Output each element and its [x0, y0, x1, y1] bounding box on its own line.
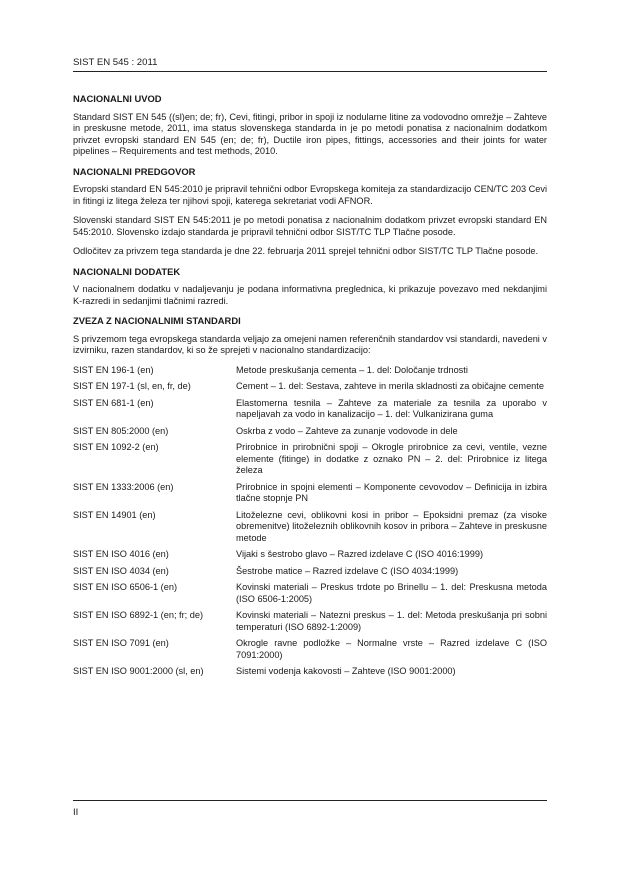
- reference-title: Sistemi vodenja kakovosti – Zahteve (ISO 9001:2000): [236, 666, 456, 676]
- reference-code: SIST EN 196-1 (en): [73, 364, 154, 375]
- reference-row: [73, 482, 547, 505]
- reference-title: Vijaki s šestrobo glavo – Razred izdelave C (ISO 4016:1999): [236, 549, 484, 559]
- reference-code: SIST EN ISO 4016 (en): [73, 549, 169, 559]
- section-heading: ZVEZA Z NACIONALNIMI STANDARDI: [73, 315, 241, 326]
- reference-title: Kovinski materiali – Preskus trdote po Brinellu – 1. del: Preskusna metoda (ISO 6506-1:2005): [236, 582, 547, 604]
- paragraph: V nacionalnem dodatku v nadaljevanju je podana informativna preglednica, ki prikazuje povezavo med nekdanjimi K-razredi in sedanjimi tlačnimi razredi.: [73, 284, 547, 306]
- reference-title: Prirobnice in prirobnični spoji – Okrogle prirobnice za cevi, ventile, vezne elemente (fitinge) in dodatke z oznako PN – 2. del: Prirobnice iz litega železa: [236, 442, 547, 475]
- reference-code: SIST EN ISO 9001:2000 (sl, en): [73, 666, 204, 676]
- section-heading: NACIONALNI DODATEK: [73, 265, 181, 277]
- page-number: II: [73, 807, 79, 818]
- reference-row: [73, 549, 547, 561]
- reference-list: [73, 365, 547, 678]
- reference-code: SIST EN 197-1 (sl, en, fr, de): [73, 381, 191, 391]
- reference-row: [73, 510, 547, 545]
- reference-title: Cement – 1. del: Sestava, zahteve in merila skladnosti za običajne cemente: [236, 381, 544, 391]
- reference-title: Elastomerna tesnila – Zahteve za materiale za tesnila za uporabo v napeljavah za vodo in kanalizacijo – 1. del: Vulkanizirana guma: [236, 397, 547, 419]
- document-id: SIST EN 545 : 2011: [73, 57, 158, 68]
- reference-code: SIST EN 14901 (en): [73, 509, 156, 520]
- paragraph: Slovenski standard SIST EN 545:2011 je po metodi ponatisa z nacionalnim dodatkom privzet evropski standard EN 545:2010. Slovensko izdajo standarda je pripravil tehnični odbor SIST/TC TLP Tlačne posode.: [73, 215, 547, 237]
- reference-row: [73, 442, 547, 477]
- reference-row: [73, 582, 547, 605]
- reference-code: SIST EN 1333:2006 (en): [73, 481, 174, 492]
- section-nacionalni-dodatek: [73, 266, 547, 308]
- section-heading: NACIONALNI UVOD: [73, 93, 162, 104]
- page-footer: [73, 800, 547, 818]
- section-zveza: [73, 315, 547, 678]
- reference-title: Kovinski materiali – Natezni preskus – 1. del: Metoda preskušanja pri sobni temperaturi (ISO 6892-1:2009): [236, 610, 547, 632]
- reference-code: SIST EN 805:2000 (en): [73, 425, 169, 436]
- section-nacionalni-uvod: [73, 93, 547, 158]
- paragraph: Evropski standard EN 545:2010 je pripravil tehnični odbor Evropskega komiteja za standardizacijo CEN/TC 203 Cevi in fitingi iz litega železa ter njihovi spoji, katerega sekretariat vodi AFNOR.: [73, 184, 547, 206]
- reference-code: SIST EN ISO 6506-1 (en): [73, 582, 178, 592]
- reference-title: Okrogle ravne podložke – Normalne vrste – Razred izdelave C (ISO 7091:2000): [236, 638, 547, 660]
- reference-code: SIST EN ISO 6892-1 (en; fr; de): [73, 610, 204, 620]
- reference-title: Prirobnice in spojni elementi – Komponente cevovodov – Definicija in izbira tlačne stopnje PN: [236, 481, 547, 503]
- reference-row: [73, 566, 547, 578]
- paragraph: S privzemom tega evropskega standarda veljajo za omejeni namen referenčnih standardov vsi standardi, navedeni v izvirniku, razen standardov, ki so že sprejeti v nacionalno standardizacijo:: [73, 333, 547, 355]
- paragraph: Odločitev za privzem tega standarda je dne 22. februarja 2011 sprejel tehnični odbor SIST/TC TLP Tlačne posode.: [73, 246, 539, 256]
- reference-row: [73, 666, 547, 678]
- reference-row: [73, 398, 547, 421]
- reference-title: Šestrobe matice – Razred izdelave C (ISO 4034:1999): [236, 565, 459, 576]
- reference-row: [73, 610, 547, 633]
- reference-row: [73, 365, 547, 377]
- reference-title: Metode preskušanja cementa – 1. del: Določanje trdnosti: [236, 364, 468, 375]
- reference-row: [73, 638, 547, 661]
- running-header: [73, 57, 547, 72]
- reference-row: [73, 426, 547, 438]
- reference-code: SIST EN 681-1 (en): [73, 397, 154, 408]
- paragraph: Standard SIST EN 545 ((sl)en; de; fr), Cevi, fitingi, pribor in spoji iz nodularne litine za vodovodno omrežje – Zahteve in preskusne metode, 2011, ima status slovenskega standarda in je po metodi ponatisa z nacionalnim dodatkom privzet evropski standard EN 545 (en; de; fr), Ductile iron pipes, fittings, accessories and their joints for water pipelines – Requirements and test methods, 2010.: [73, 111, 547, 156]
- section-heading: NACIONALNI PREDGOVOR: [73, 165, 196, 177]
- reference-code: SIST EN ISO 4034 (en): [73, 565, 169, 576]
- page-body: [73, 93, 547, 683]
- reference-title: Litoželezne cevi, oblikovni kosi in pribor – Epoksidni premaz (za visoke obremenitve) litoželeznih oblikovnih kosov in pribora – Zahteve in preskusne metode: [236, 509, 547, 543]
- reference-code: SIST EN 1092-2 (en): [73, 442, 159, 452]
- reference-code: SIST EN ISO 7091 (en): [73, 638, 169, 648]
- reference-title: Oskrba z vodo – Zahteve za zunanje vodovode in dele: [236, 425, 458, 436]
- section-nacionalni-predgovor: [73, 166, 547, 258]
- reference-row: [73, 381, 547, 393]
